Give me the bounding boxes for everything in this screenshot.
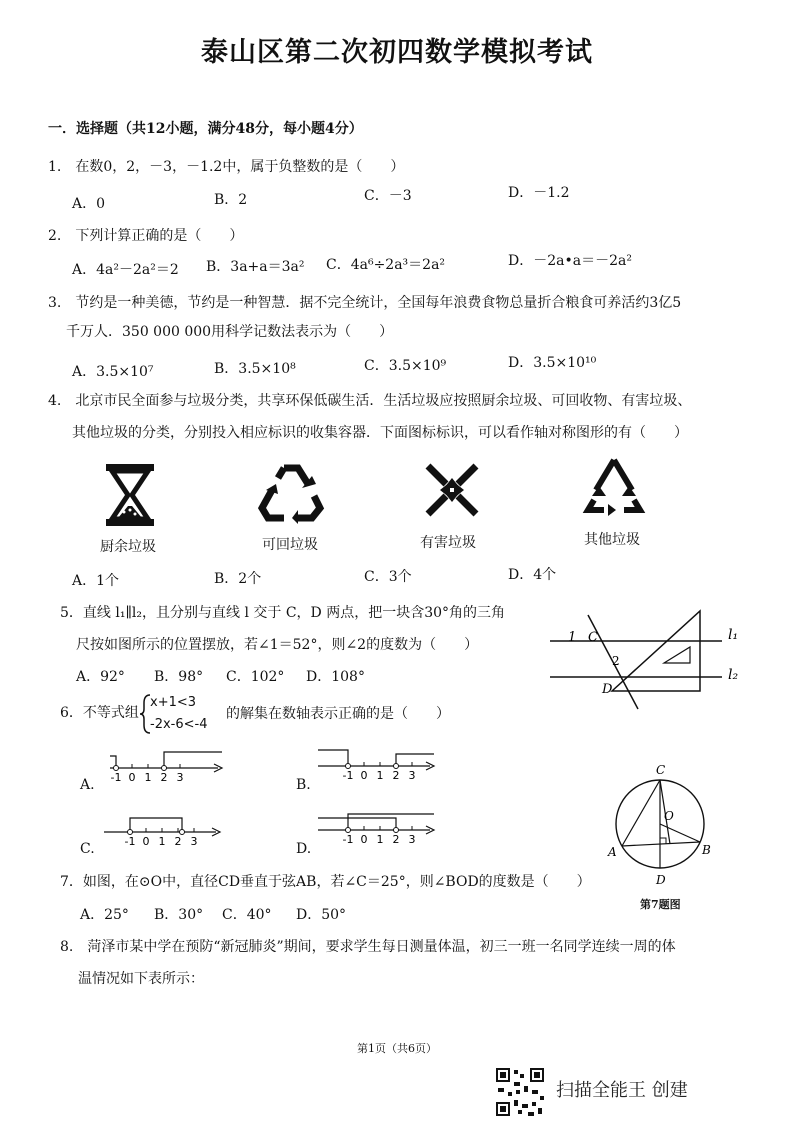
- fig-label-c: C: [656, 763, 666, 777]
- numberline-a: [110, 748, 225, 788]
- q5-parallel-lines-figure: [550, 605, 750, 715]
- question-3-stem-line2: 千万人．350 000 000用科学记数法表示为（ ）: [66, 324, 394, 340]
- caption-other: 其他垃圾: [584, 532, 640, 548]
- q1-option-d: D．－1.2: [508, 185, 570, 201]
- question-7-stem: 7．如图，在⊙O中，直径CD垂直于弦AB，若∠C＝25°，则∠BOD的度数是（ ）: [60, 874, 591, 890]
- tick-label: -1: [342, 769, 354, 782]
- tick-label: 0: [142, 835, 150, 848]
- hazardous-icon: [420, 458, 484, 522]
- scanner-watermark: 扫描全能王 创建: [556, 1080, 688, 1101]
- caption-recyclable: 可回垃圾: [262, 537, 318, 553]
- tick-label: 2: [174, 835, 182, 848]
- tick-label: -1: [110, 771, 122, 784]
- q6-option-a-label: A.: [80, 777, 95, 793]
- q7-option-b: B．30°: [154, 907, 204, 923]
- fig-label-l1: l₁: [728, 627, 739, 643]
- fig-label-d: D: [602, 682, 613, 697]
- q5-option-a: A．92°: [76, 669, 125, 685]
- q7-circle-figure: [604, 760, 724, 890]
- fig-label-1: 1: [568, 630, 577, 645]
- tick-label: 3: [408, 769, 416, 782]
- fig-label-l2: l₂: [728, 667, 739, 683]
- question-5-stem-line2: 尺按如图所示的位置摆放，若∠1＝52°，则∠2的度数为（ ）: [76, 637, 479, 653]
- tick-label: 0: [360, 769, 368, 782]
- tick-label: -1: [342, 833, 354, 846]
- q2-option-b: B．3a+a＝3a²: [206, 259, 305, 275]
- tick-label: 0: [128, 771, 136, 784]
- tick-label: 1: [376, 833, 384, 846]
- system-inequality-2: -2x-6<-4: [150, 717, 208, 732]
- question-3-stem-line1: 3. 节约是一种美德，节约是一种智慧．据不完全统计，全国每年浪费食物总量折合粮食可养活约3亿5: [48, 295, 682, 311]
- q7-option-a: A．25°: [80, 907, 129, 923]
- q6-option-d-label: D.: [296, 841, 312, 857]
- fig-label-c: C: [588, 630, 598, 645]
- q7-option-c: C．40°: [222, 907, 272, 923]
- q2-option-c: C．4a⁶÷2a³＝2a²: [326, 257, 446, 273]
- question-1-stem: 1. 在数0，2，－3，－1.2中，属于负整数的是（ ）: [48, 159, 405, 175]
- tick-label: 2: [160, 771, 168, 784]
- recycle-icon: [256, 462, 326, 524]
- question-4-stem-line1: 4. 北京市民全面参与垃圾分类，共享环保低碳生活．生活垃圾应按照厨余垃圾、可回收物、有害垃圾、: [48, 393, 692, 409]
- q3-option-b: B．3.5×10⁸: [214, 361, 296, 377]
- tick-label: 3: [176, 771, 184, 784]
- fig-label-d: D: [656, 873, 666, 887]
- section-heading: 一．选择题（共12小题，满分48分，每小题4分）: [48, 121, 363, 137]
- q3-option-c: C．3.5×10⁹: [364, 358, 447, 374]
- q4-option-b: B．2个: [214, 571, 262, 587]
- tick-label: 1: [158, 835, 166, 848]
- q4-option-c: C．3个: [364, 569, 412, 585]
- tick-label: 3: [190, 835, 198, 848]
- numberline-d: [318, 810, 438, 850]
- q6-option-c-label: C.: [80, 841, 95, 857]
- q3-option-d: D．3.5×10¹⁰: [508, 355, 597, 371]
- q6-option-b-label: B.: [296, 777, 311, 793]
- q5-option-d: D．108°: [306, 669, 365, 685]
- q2-option-d: D．－2a•a＝－2a²: [508, 253, 632, 269]
- tick-label: 3: [408, 833, 416, 846]
- q2-option-a: A．4a²－2a²＝2: [72, 262, 179, 278]
- q7-option-d: D．50°: [296, 907, 347, 923]
- caption-kitchen-waste: 厨余垃圾: [100, 539, 156, 555]
- fig-label-b: B: [702, 843, 711, 857]
- q3-option-a: A．3.5×10⁷: [72, 364, 154, 380]
- question-4-stem-line2: 其他垃圾的分类，分别投入相应标识的收集容器．下面图标标识，可以看作轴对称图形的有（ ）: [72, 425, 688, 441]
- question-6-stem-post: 的解集在数轴表示正确的是（ ）: [226, 706, 450, 722]
- question-6-stem-pre: 6．不等式组: [60, 705, 139, 721]
- q1-option-a: A．0: [72, 196, 106, 212]
- page-footer: 第1页（共6页）: [357, 1042, 437, 1055]
- tick-label: 1: [144, 771, 152, 784]
- tick-label: -1: [124, 835, 136, 848]
- q1-option-b: B．2: [214, 192, 248, 208]
- q7-figure-caption: 第7题图: [640, 898, 681, 911]
- q4-option-d: D．4个: [508, 567, 557, 583]
- fig-label-a: A: [608, 845, 617, 859]
- caption-hazardous: 有害垃圾: [420, 535, 476, 551]
- tick-label: 1: [376, 769, 384, 782]
- page-title: 泰山区第二次初四数学模拟考试: [201, 37, 593, 68]
- question-8-stem-line1: 8. 菏泽市某中学在预防“新冠肺炎”期间，要求学生每日测量体温，初三一班一名同学连续一周的体: [60, 939, 676, 955]
- other-waste-icon: [584, 456, 644, 520]
- qr-code-icon: [494, 1066, 546, 1118]
- q5-option-b: B．98°: [154, 669, 204, 685]
- tick-label: 2: [392, 833, 400, 846]
- q4-option-a: A．1个: [72, 573, 120, 589]
- q1-option-c: C．－3: [364, 188, 412, 204]
- tick-label: 0: [360, 833, 368, 846]
- numberline-c: [104, 812, 224, 852]
- question-2-stem: 2. 下列计算正确的是（ ）: [48, 228, 244, 244]
- fig-label-o: O: [664, 809, 674, 823]
- system-inequality-1: x+1<3: [150, 695, 197, 710]
- q5-option-c: C．102°: [226, 669, 285, 685]
- tick-label: 2: [392, 769, 400, 782]
- question-5-stem-line1: 5．直线 l₁∥l₂，且分别与直线 l 交于 C，D 两点，把一块含30°角的三角: [60, 605, 506, 621]
- question-8-stem-line2: 温情况如下表所示：: [78, 971, 204, 987]
- hourglass-icon: [100, 460, 160, 530]
- numberline-b: [318, 746, 438, 786]
- fig-label-2: 2: [612, 654, 620, 668]
